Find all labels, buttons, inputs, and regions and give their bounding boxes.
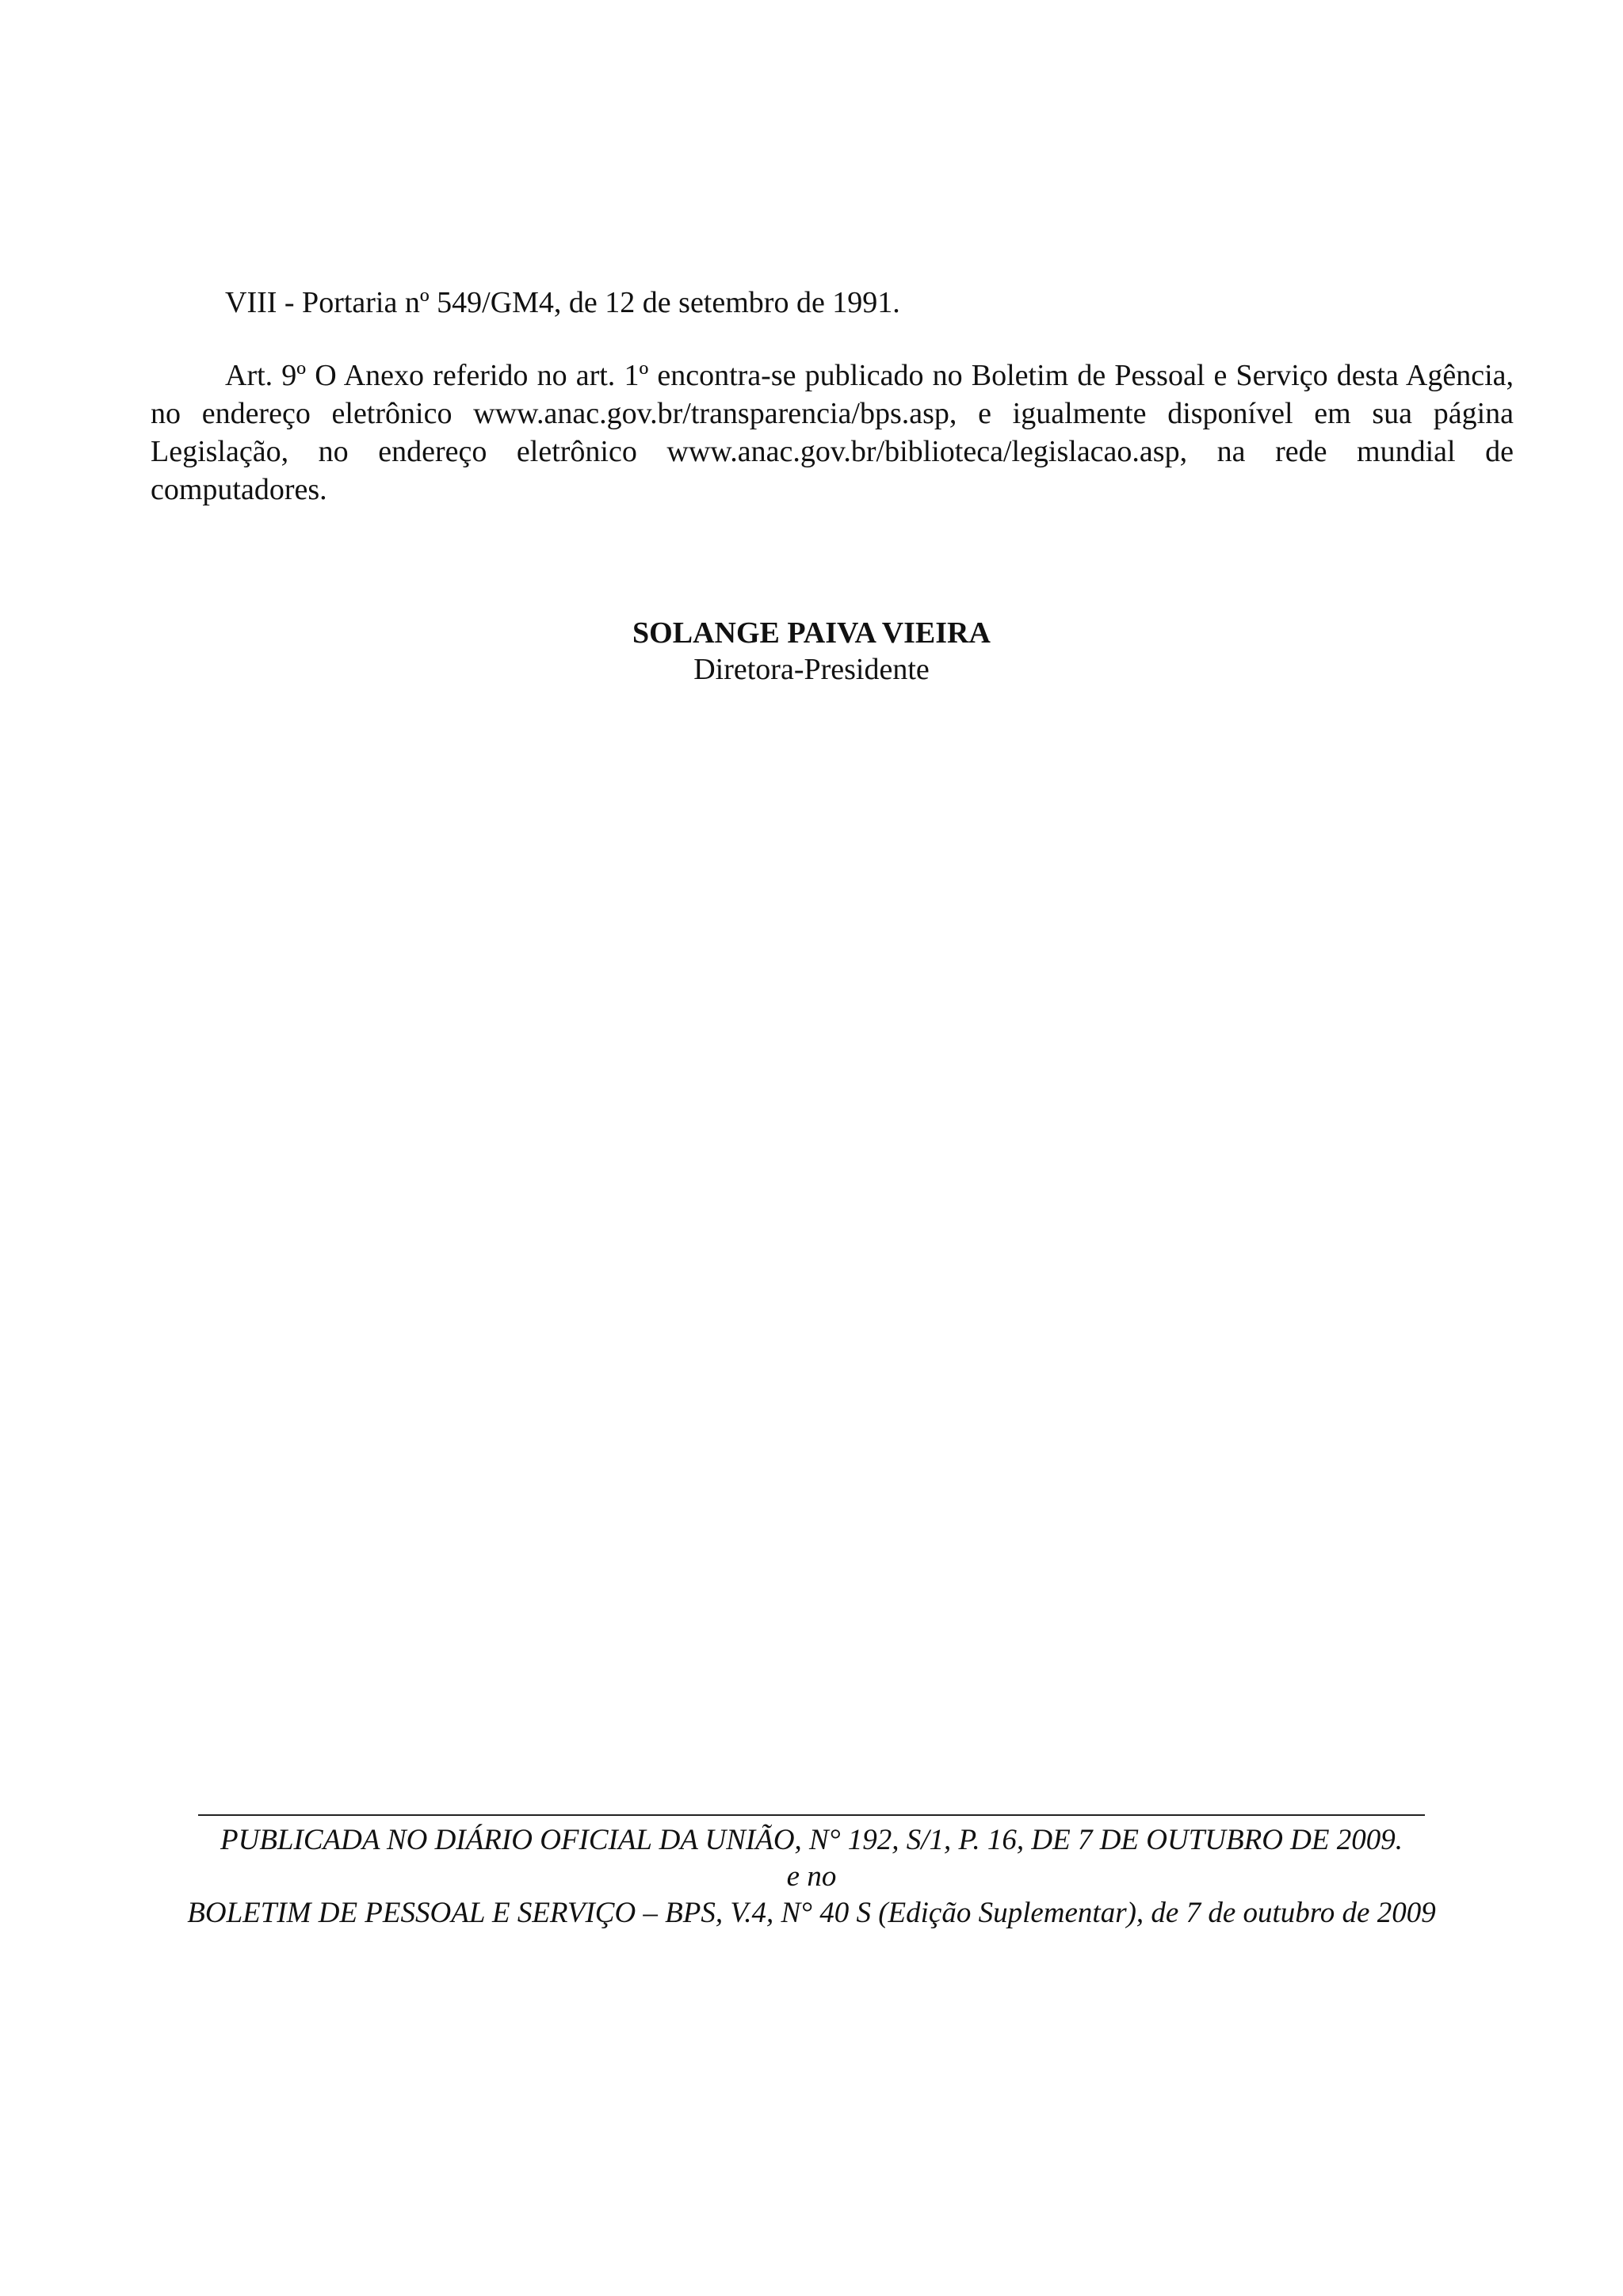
- footer-publication-line: PUBLICADA NO DIÁRIO OFICIAL DA UNIÃO, N° 192, S/1, P. 16, DE 7 DE OUTUBRO DE 2009.: [220, 1824, 1403, 1856]
- footer-divider: [198, 1814, 1425, 1816]
- footer-bulletin-line: BOLETIM DE PESSOAL E SERVIÇO – BPS, V.4, N° 40 S (Edição Suplementar), de 7 de outubro de 2009: [187, 1897, 1436, 1929]
- paragraph-viii-text: VIII - Portaria nº 549/GM4, de 12 de setembro de 1991.: [225, 286, 900, 319]
- signatory-role: Diretora-Presidente: [693, 653, 930, 686]
- signatory-name: SOLANGE PAIVA VIEIRA: [632, 616, 991, 650]
- publication-footer: [0, 1797, 1623, 1932]
- signature-block: [0, 615, 1623, 688]
- paragraph-art-9: Art. 9º O Anexo referido no art. 1º encontra-se publicado no Boletim de Pessoal e Serviço desta Agência, no endereço eletrônico www.anac.gov.br/transparencia/bps.asp, e igualmente disponível em sua página Legislação, no endereço eletrônico www.anac.gov.br/biblioteca/legislacao.asp, na rede mundial de computadores.: [151, 359, 1514, 506]
- paragraph-viii: [151, 284, 1514, 322]
- footer-connector-line: e no: [786, 1860, 837, 1893]
